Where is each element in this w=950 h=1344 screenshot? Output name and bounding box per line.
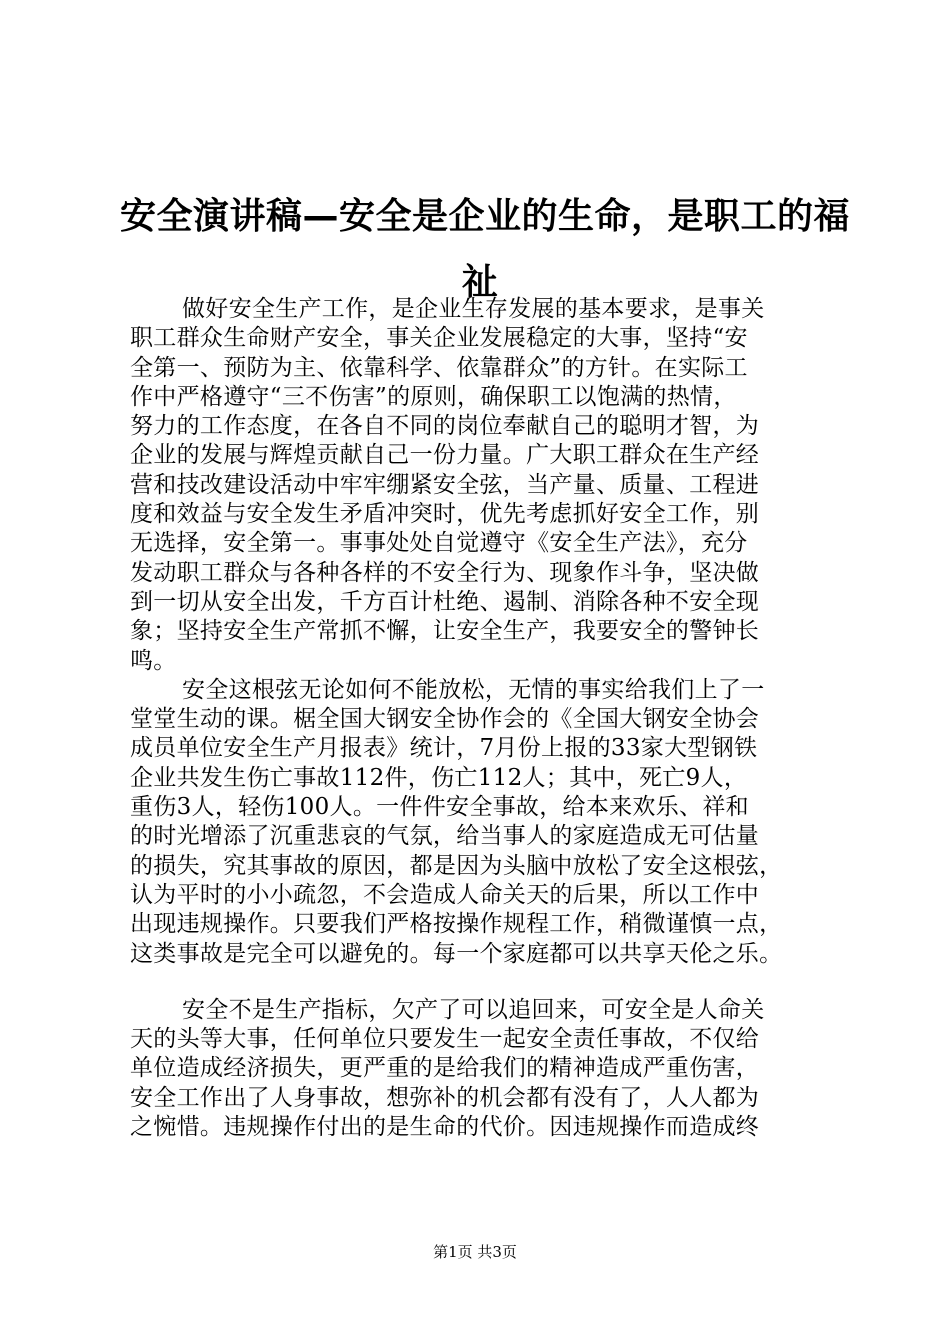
text-line: 之惋惜。违规操作付出的是生命的代价。因违规操作而造成终 (130, 1114, 760, 1141)
text-line: 这类事故是完全可以避免的。每一个家庭都可以共享天伦之乐。 (130, 940, 783, 967)
text-line: 认为平时的小小疏忽，不会造成人命关天的后果，所以工作中 (130, 881, 760, 908)
text-line: 作中严格遵守“三不伤害”的原则，确保职工以饱满的热情， (130, 383, 737, 410)
text-line: 安全这根弦无论如何不能放松，无情的事实给我们上了一 (182, 676, 765, 703)
text-line: 成员单位安全生产月报表》统计，7月份上报的33家大型钢铁 (130, 735, 758, 762)
text-line: 努力的工作态度，在各自不同的岗位奉献自己的聪明才智，为 (130, 413, 760, 440)
text-line: 安全工作出了人身事故，想弥补的机会都有没有了，人人都为 (130, 1084, 760, 1111)
text-line: 出现违规操作。只要我们严格按操作规程工作，稍微谨慎一点， (130, 911, 783, 938)
text-line: 单位造成经济损失，更严重的是给我们的精神造成严重伤害， (130, 1055, 760, 1082)
text-line: 天的头等大事，任何单位只要发生一起安全责任事故，不仅给 (130, 1026, 760, 1053)
text-line: 无选择，安全第一。事事处处自觉遵守《安全生产法》，充分 (130, 530, 748, 557)
text-line: 企业共发生伤亡事故112件，伤亡112人；其中，死亡9人， (130, 764, 748, 791)
text-line: 企业的发展与辉煌贡献自己一份力量。广大职工群众在生产经 (130, 442, 760, 469)
page-number-footer: 第1页 共3页 (433, 1243, 517, 1261)
text-line: 职工群众生命财产安全，事关企业发展稳定的大事，坚持“安 (130, 325, 748, 352)
document-body (130, 295, 835, 1142)
text-line: 安全不是生产指标，欠产了可以追回来，可安全是人命关 (182, 996, 765, 1023)
paragraph-spacer (130, 969, 835, 996)
text-line: 到一切从安全出发，千方百计杜绝、遏制、消除各种不安全现 (130, 588, 760, 615)
title-line: 祉 (461, 262, 499, 304)
text-line: 的时光增添了沉重悲哀的气氛，给当事人的家庭造成无可估量 (130, 823, 760, 850)
paragraph-2 (130, 676, 835, 969)
text-line: 度和效益与安全发生矛盾冲突时，优先考虑抓好安全工作，别 (130, 501, 760, 528)
text-line: 重伤3人，轻伤100人。一件件安全事故，给本来欢乐、祥和 (130, 794, 749, 821)
paragraph-3 (130, 996, 835, 1142)
text-line: 象；坚持安全生产常抓不懈，让安全生产，我要安全的警钟长 (130, 618, 760, 645)
title-line: 安全演讲稿—安全是企业的生命，是职工的福 (120, 196, 851, 238)
text-line: 发动职工群众与各种各样的不安全行为、现象作斗争，坚决做 (130, 559, 760, 586)
text-line: 营和技改建设活动中牢牢绷紧安全弦，当产量、质量、工程进 (130, 471, 760, 498)
text-line: 的损失，究其事故的原因，都是因为头脑中放松了安全这根弦， (130, 852, 783, 879)
text-line: 全第一、预防为主、依靠科学、依靠群众”的方针。在实际工 (130, 354, 748, 381)
text-line: 堂堂生动的课。椐全国大钢安全协作会的《全国大钢安全协会 (130, 706, 760, 733)
text-line: 做好安全生产工作，是企业生存发展的基本要求，是事关 (182, 296, 765, 322)
text-line: 鸣。 (130, 647, 177, 674)
paragraph-1 (130, 295, 835, 676)
